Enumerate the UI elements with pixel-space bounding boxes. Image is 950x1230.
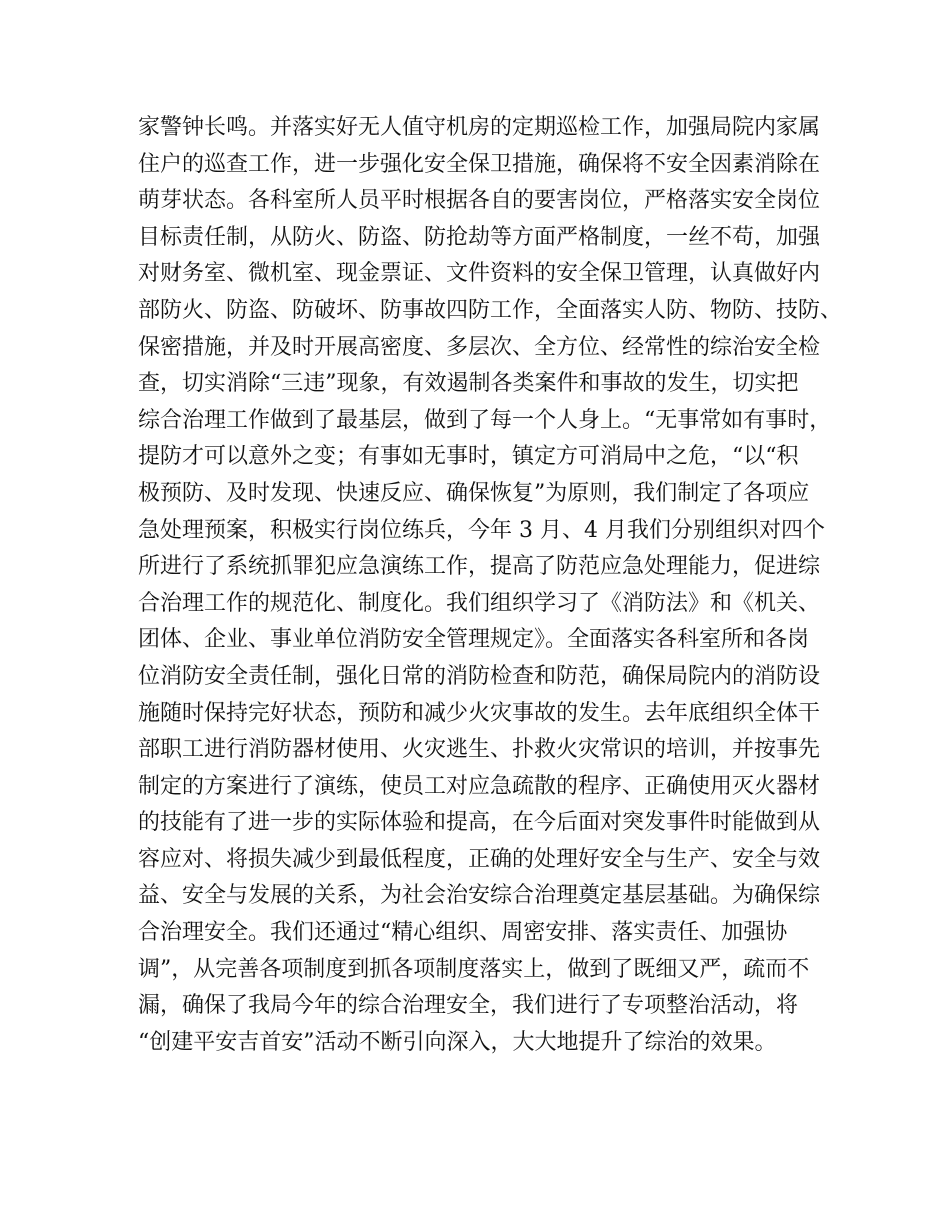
text-line: 合治理工作的规范化、制度化。我们组织学习了《消防法》和《机关、 <box>138 590 821 616</box>
body-paragraph <box>138 110 843 1061</box>
text-line: 合治理安全。我们还通过“精心组织、周密安排、落实责任、加强协 <box>138 920 788 946</box>
text-line: 提防才可以意外之变；有事如无事时，镇定方可消局中之危，“以“积 <box>138 444 799 470</box>
text-line: 部防火、防盗、防破坏、防事故四防工作，全面落实人防、物防、技防、 <box>138 297 843 323</box>
text-line: 查，切实消除“三违”现象，有效遏制各类案件和事故的发生，切实把 <box>138 371 799 397</box>
text-line: 团体、企业、事业单位消防安全管理规定》。全面落实各科室所和各岗 <box>138 627 810 653</box>
text-line: 制定的方案进行了演练，使员工对应急疏散的程序、正确使用灭火器材 <box>138 773 821 799</box>
text-line: 目标责任制，从防火、防盗、防抢劫等方面严格制度，一丝不苟，加强 <box>138 224 821 250</box>
text-line: 施随时保持完好状态，预防和减少火灾事故的发生。去年底组织全体干 <box>138 700 821 726</box>
text-line: 急处理预案，积极实行岗位练兵，今年 3 月、4 月我们分别组织对四个 <box>138 517 825 543</box>
text-line: 调”，从完善各项制度到抓各项制度落实上，做到了既细又严，疏而不 <box>138 956 810 982</box>
text-line: 住户的巡查工作，进一步强化安全保卫措施，确保将不安全因素消除在 <box>138 151 821 177</box>
text-line: 的技能有了进一步的实际体验和提高，在今后面对突发事件时能做到从 <box>138 810 821 836</box>
text-line: 综合治理工作做到了最基层，做到了每一个人身上。“无事常如有事时， <box>138 407 832 433</box>
text-line: 萌芽状态。各科室所人员平时根据各自的要害岗位，严格落实安全岗位 <box>138 188 821 214</box>
text-line: 益、安全与发展的关系，为社会治安综合治理奠定基层基础。为确保综 <box>138 883 821 909</box>
text-line: 家警钟长鸣。并落实好无人值守机房的定期巡检工作，加强局院内家属 <box>138 115 821 140</box>
text-line: 对财务室、微机室、现金票证、文件资料的安全保卫管理，认真做好内 <box>138 261 821 287</box>
text-line: 极预防、及时发现、快速反应、确保恢复”为原则，我们制定了各项应 <box>138 480 810 506</box>
text-line: 所进行了系统抓罪犯应急演练工作，提高了防范应急处理能力，促进综 <box>138 554 821 580</box>
text-line: 保密措施，并及时开展高密度、多层次、全方位、经常性的综治安全检 <box>138 334 821 360</box>
text-line: 容应对、将损失减少到最低程度，正确的处理好安全与生产、安全与效 <box>138 846 821 872</box>
text-line: 漏，确保了我局今年的综合治理安全，我们进行了专项整治活动，将 <box>138 993 799 1019</box>
text-line: 位消防安全责任制，强化日常的消防检查和防范，确保局院内的消防设 <box>138 663 821 689</box>
text-line: 部职工进行消防器材使用、火灾逃生、扑救火灾常识的培训，并按事先 <box>138 737 821 763</box>
text-line: “创建平安吉首安”活动不断引向深入，大大地提升了综治的效果。 <box>138 1029 777 1055</box>
